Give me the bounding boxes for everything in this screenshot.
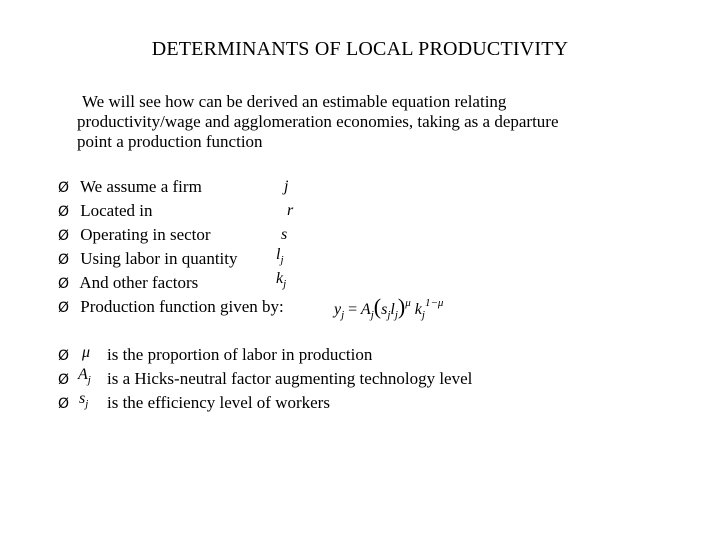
arrow-bullet-icon: Ø: [58, 276, 70, 292]
assumption-text: Operating in sector: [80, 225, 211, 244]
assumption-text: Production function given by:: [80, 297, 284, 316]
math-symbol: $s_j$: [79, 390, 89, 410]
intro-line: We will see how can be derived an estimable equation relating: [82, 92, 507, 111]
definition-text: is the efficiency level of workers: [107, 393, 330, 412]
assumption-item: [58, 175, 202, 200]
math-symbol: s: [281, 226, 288, 243]
arrow-bullet-icon: Ø: [58, 228, 70, 244]
math-symbol: r: [287, 202, 294, 219]
arrow-bullet-icon: Ø: [58, 204, 70, 220]
intro-line: productivity/wage and agglomeration economies, taking as a departure: [77, 112, 559, 131]
arrow-bullet-icon: Ø: [58, 348, 70, 364]
production-function-equation: $y_j = A_j(s_jl_j)^\mu$ $k_j^{1-\mu}$: [334, 294, 444, 321]
math-symbol: j: [284, 178, 289, 195]
math-symbol: $A_j$: [78, 366, 91, 386]
arrow-bullet-icon: Ø: [58, 180, 70, 196]
assumption-text: And other factors: [79, 273, 199, 292]
assumption-text: Using labor in quantity: [80, 249, 238, 268]
arrow-bullet-icon: Ø: [58, 252, 70, 268]
intro-paragraph: [77, 92, 677, 152]
definition-item: [58, 343, 76, 368]
assumption-item: [58, 295, 284, 320]
definition-item: [58, 367, 76, 392]
assumption-item: [58, 199, 152, 224]
arrow-bullet-icon: Ø: [58, 300, 70, 316]
intro-line: point a production function: [77, 132, 263, 151]
assumption-text: We assume a firm: [79, 177, 202, 196]
definition-item: [58, 391, 76, 416]
assumption-text: Located in: [80, 201, 153, 220]
math-symbol: μ: [82, 344, 91, 361]
definition-text: is the proportion of labor in production: [107, 345, 373, 364]
page-title: DETERMINANTS OF LOCAL PRODUCTIVITY: [151, 38, 569, 60]
math-symbol: $k_j$: [276, 270, 287, 290]
assumption-item: [58, 223, 211, 248]
arrow-bullet-icon: Ø: [58, 372, 70, 388]
assumption-item: [58, 271, 198, 296]
definition-text: is a Hicks-neutral factor augmenting technology level: [107, 369, 473, 388]
math-symbol: $l_j$: [276, 246, 284, 266]
assumption-item: [58, 247, 237, 272]
arrow-bullet-icon: Ø: [58, 396, 70, 412]
